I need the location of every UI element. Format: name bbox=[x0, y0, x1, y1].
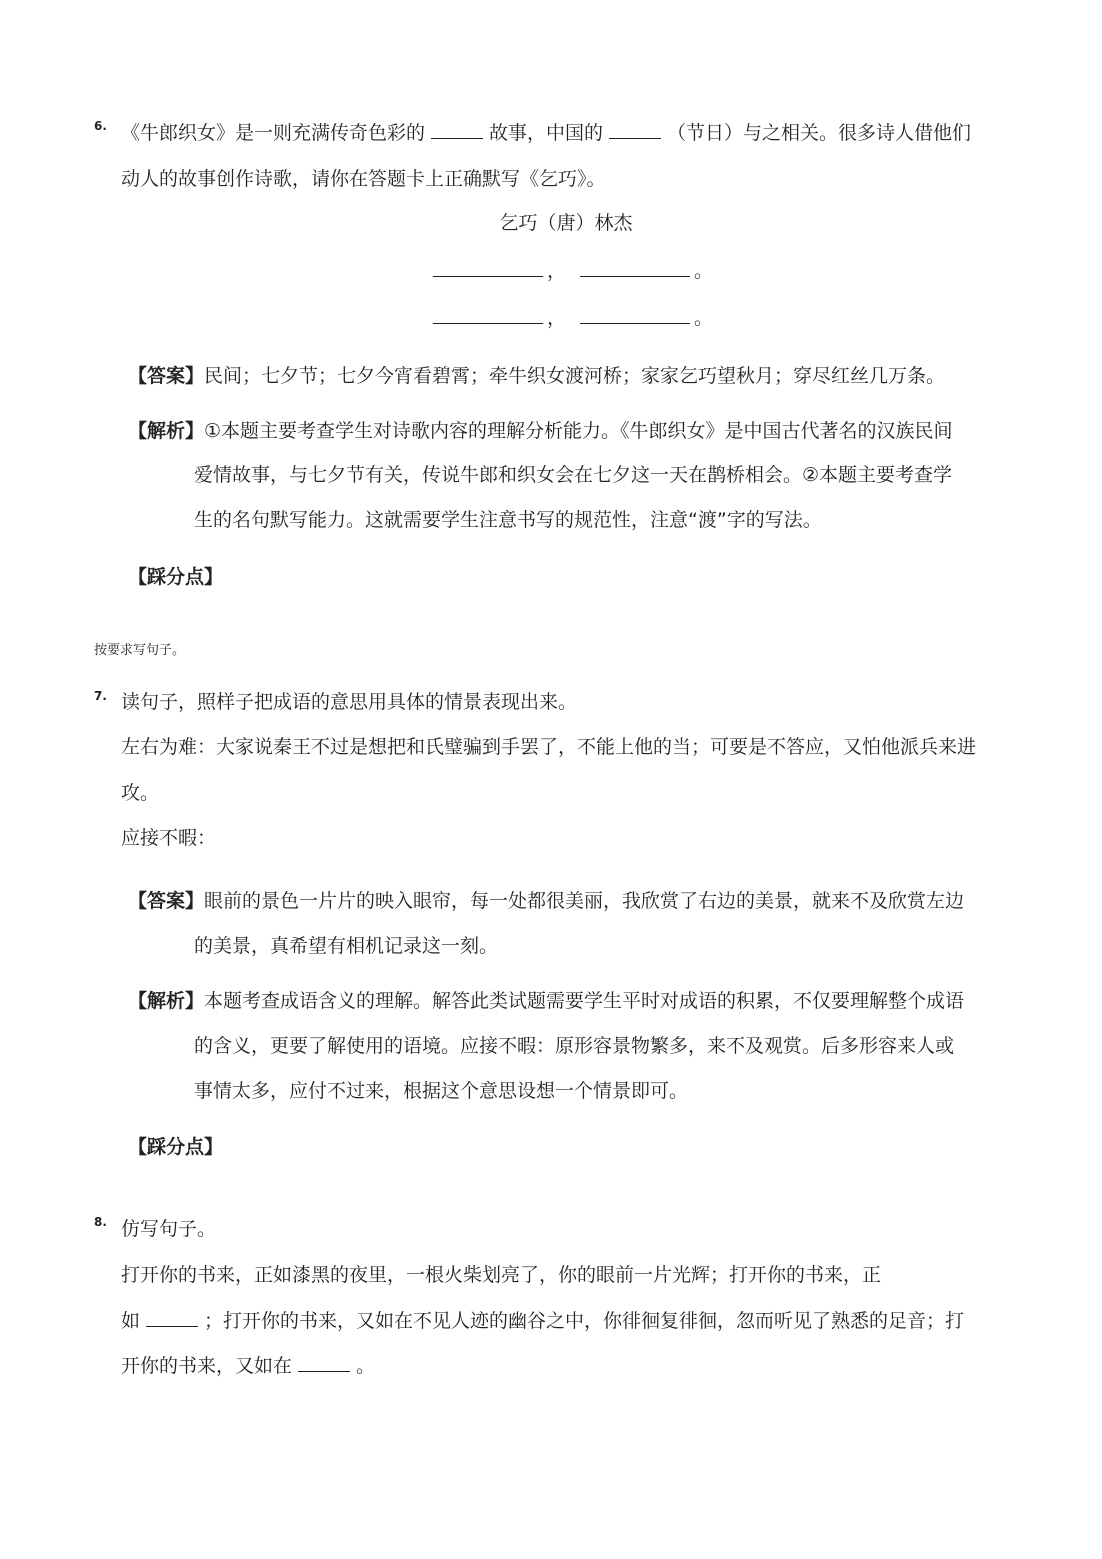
question-number-7: 7. bbox=[94, 689, 107, 703]
q8-stem-line1: 仿写句子。 bbox=[121, 1218, 217, 1240]
answer-tag: 【答案】 bbox=[128, 365, 205, 387]
section-instruction: 按要求写句子。 bbox=[94, 643, 186, 658]
q7-stem-line1: 读句子，照样子把成语的意思用具体的情景表现出来。 bbox=[121, 691, 578, 713]
poem-comma: ， bbox=[547, 307, 567, 329]
q6-stem-line1 bbox=[121, 120, 971, 145]
question-number-6: 6. bbox=[94, 119, 107, 133]
poem-blank-2[interactable] bbox=[580, 258, 690, 277]
poem-title: 乞巧（唐）林杰 bbox=[499, 212, 633, 234]
q7-answer-line2: 的美景，真希望有相机记录这一刻。 bbox=[194, 935, 499, 957]
q7-answer-line1 bbox=[128, 889, 964, 913]
q8-blank-1[interactable] bbox=[146, 1308, 198, 1327]
q8-blank-2[interactable] bbox=[298, 1353, 350, 1372]
q6-stem-text-c: （节日）与之相关。很多诗人借他们 bbox=[667, 122, 972, 144]
poem-blank-1[interactable] bbox=[433, 258, 543, 277]
q6-stem-text-b: 故事，中国的 bbox=[489, 122, 604, 144]
q6-points-tag: 【踩分点】 bbox=[128, 566, 224, 588]
poem-line-2 bbox=[429, 305, 713, 330]
poem-blank-4[interactable] bbox=[580, 305, 690, 324]
poem-period: 。 bbox=[694, 307, 714, 329]
q7-stem-line2: 左右为难：大家说秦王不过是想把和氏璧骗到手罢了，不能上他的当；可要是不答应，又怕他派兵来进 bbox=[121, 736, 977, 758]
answer-text: 眼前的景色一片片的映入眼帘，每一处都很美丽，我欣赏了右边的美景，就来不及欣赏左边 bbox=[204, 890, 965, 912]
q6-stem-line2: 动人的故事创作诗歌，请你在答题卡上正确默写《乞巧》。 bbox=[121, 168, 606, 190]
q7-stem-line3: 攻。 bbox=[121, 782, 160, 804]
poem-comma: ， bbox=[547, 260, 567, 282]
q6-stem-text-a: 《牛郎织女》是一则充满传奇色彩的 bbox=[121, 122, 426, 144]
q8-text-b: ；打开你的书来，又如在不见人迹的幽谷之中，你徘徊复徘徊，忽而听见了熟悉的足音；打 bbox=[204, 1310, 965, 1332]
poem-line-1 bbox=[429, 258, 713, 283]
poem-period: 。 bbox=[694, 260, 714, 282]
poem-blank-3[interactable] bbox=[433, 305, 543, 324]
q8-stem-line2: 打开你的书来，正如漆黑的夜里，一根火柴划亮了，你的眼前一片光辉；打开你的书来，正 bbox=[121, 1264, 882, 1286]
analysis-tag: 【解析】 bbox=[128, 420, 205, 442]
answer-text: 民间；七夕节；七夕今宵看碧霄；牵牛织女渡河桥；家家乞巧望秋月；穿尽红丝几万条。 bbox=[204, 365, 946, 387]
q7-stem-line4: 应接不暇： bbox=[121, 827, 217, 849]
analysis-text: 本题考查成语含义的理解。解答此类试题需要学生平时对成语的积累，不仅要理解整个成语 bbox=[204, 990, 965, 1012]
q7-analysis-line1 bbox=[128, 989, 964, 1013]
q8-text-c: 开你的书来，又如在 bbox=[121, 1355, 293, 1377]
q7-points-tag: 【踩分点】 bbox=[128, 1136, 224, 1158]
q6-analysis-line1 bbox=[128, 419, 953, 443]
analysis-text: ①本题主要考查学生对诗歌内容的理解分析能力。《牛郎织女》是中国古代著名的汉族民间 bbox=[204, 420, 953, 442]
q6-analysis-line3: 生的名句默写能力。这就需要学生注意书写的规范性，注意“渡”字的写法。 bbox=[194, 509, 822, 531]
q6-analysis-line2: 爱情故事，与七夕节有关，传说牛郎和织女会在七夕这一天在鹊桥相会。②本题主要考查学 bbox=[194, 464, 953, 486]
q8-text-a: 如 bbox=[121, 1310, 141, 1332]
q7-analysis-line3: 事情太多，应付不过来，根据这个意思设想一个情景即可。 bbox=[194, 1080, 689, 1102]
q8-stem-line4 bbox=[121, 1353, 375, 1378]
analysis-tag: 【解析】 bbox=[128, 990, 205, 1012]
q8-text-d: 。 bbox=[356, 1355, 376, 1377]
q7-analysis-line2: 的含义，更要了解使用的语境。应接不暇：原形容景物繁多，来不及观赏。后多形容来人或 bbox=[194, 1035, 955, 1057]
q6-answer bbox=[128, 364, 945, 388]
question-number-8: 8. bbox=[94, 1215, 107, 1229]
q8-stem-line3 bbox=[121, 1308, 964, 1333]
answer-tag: 【答案】 bbox=[128, 890, 205, 912]
q6-blank-1[interactable] bbox=[431, 120, 483, 139]
q6-blank-2[interactable] bbox=[609, 120, 661, 139]
